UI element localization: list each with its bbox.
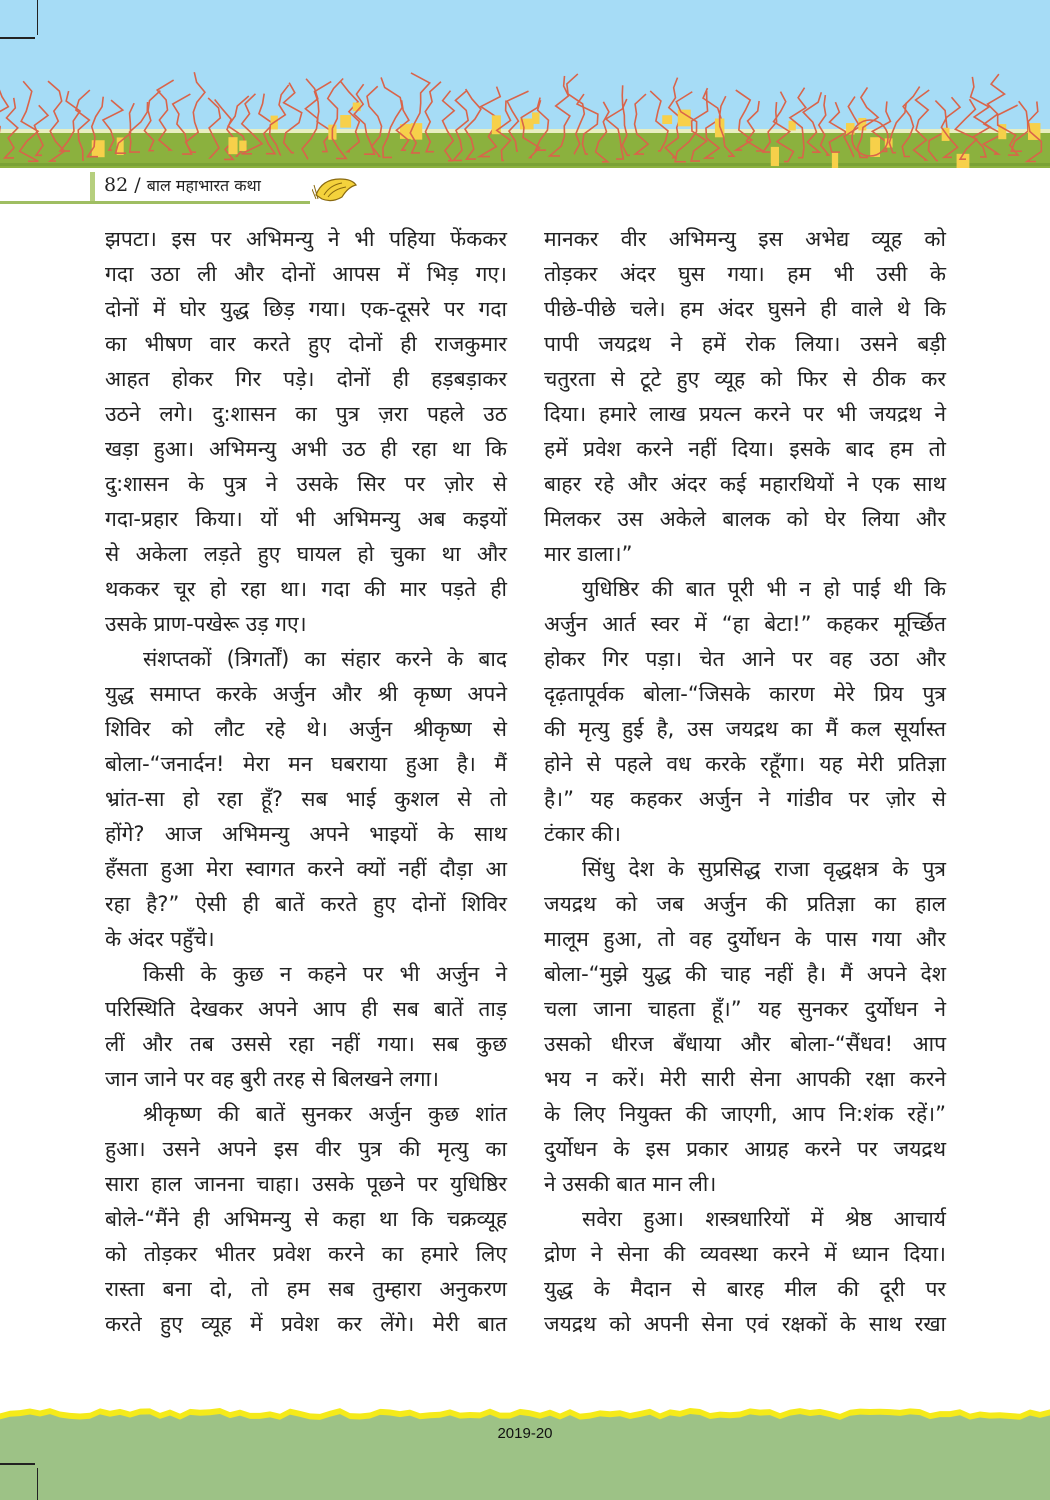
page-number: 82 <box>104 174 129 196</box>
text-line: जान जाने पर वह बुरी तरह से बिलखने लगा। <box>105 1067 439 1091</box>
text-line: किसी के कुछ न कहने पर भी अर्जुन ने <box>143 962 507 986</box>
footer-year: 2019-20 <box>497 1425 553 1442</box>
text-line: उसके प्राण-पखेरू उड़ गए। <box>105 612 307 636</box>
text-line: द्रोण ने सेना की व्यवस्था करने में ध्यान दिया। <box>544 1242 946 1266</box>
text-line: चतुरता से टूटे हुए व्यूह को फिर से ठीक कर <box>544 367 946 391</box>
text-line: पापी जयद्रथ ने हमें रोक लिया। उसने बड़ी <box>544 332 946 356</box>
text-line: आहत होकर गिर पड़े। दोनों ही हड़बड़ाकर <box>105 367 507 391</box>
text-line: मानकर वीर अभिमन्यु इस अभेद्य व्यूह को <box>544 227 946 251</box>
text-line: तोड़कर अंदर घुस गया। हम भी उसी के <box>544 262 946 286</box>
text-line: होकर गिर पड़ा। चेत आने पर वह उठा और <box>544 647 946 671</box>
text-line: संशप्तकों (त्रिगर्तों) का संहार करने के बाद <box>143 647 507 671</box>
art-fill <box>492 115 501 134</box>
art-fill <box>678 110 691 127</box>
text-line: सवेरा हुआ। शस्त्रधारियों में श्रेष्ठ आचार्य <box>582 1207 946 1231</box>
text-line: थककर चूर हो रहा था। गदा की मार पड़ते ही <box>105 577 507 601</box>
text-line: मार डाला।” <box>544 542 633 566</box>
running-head-bar <box>90 172 95 202</box>
text-line: परिस्थिति देखकर अपने आप ही सब बातें ताड़ <box>105 997 507 1021</box>
crop-mark <box>0 1463 35 1465</box>
text-line: दृढ़तापूर्वक बोला-“जिसके कारण मेरे प्रिय पुत्र <box>544 682 946 706</box>
running-head-underline <box>0 201 310 204</box>
text-line: का भीषण वार करते हुए दोनों ही राजकुमार <box>105 332 507 356</box>
text-line: बोला-“मुझे युद्ध की चाह नहीं है। मैं अपने देश <box>544 962 946 986</box>
art-fill <box>353 103 361 112</box>
crop-mark <box>37 1468 38 1500</box>
text-line: गदा-प्रहार किया। यों भी अभिमन्यु अब कइयों <box>105 507 507 531</box>
separator: / <box>134 174 141 196</box>
text-line: की मृत्यु हुई है, उस जयद्रथ का मैं कल सूर्यास्त <box>544 717 946 741</box>
text-line: उसको धीरज बँधाया और बोला-“सैंधव! आप <box>544 1032 946 1056</box>
text-line: के अंदर पहुँचे। <box>105 927 215 951</box>
text-line: श्रीकृष्ण की बातें सुनकर अर्जुन कुछ शांत <box>143 1102 507 1126</box>
text-line: हुआ। उसने अपने इस वीर पुत्र की मृत्यु का <box>105 1137 507 1161</box>
text-line: गदा उठा ली और दोनों आपस में भिड़ गए। <box>105 262 507 286</box>
text-line: अर्जुन आर्त स्वर में “हा बेटा!” कहकर मूर्च्छित <box>544 612 946 636</box>
text-line: होंगे? आज अभिमन्यु अपने भाइयों के साथ <box>105 822 507 846</box>
text-line: हमें प्रवेश करने नहीं दिया। इसके बाद हम तो <box>544 437 946 461</box>
text-line: पीछे-पीछे चले। हम अंदर घुसने ही वाले थे कि <box>544 297 946 321</box>
left-column <box>105 222 507 1342</box>
text-line: झपटा। इस पर अभिमन्यु ने भी पहिया फेंककर <box>105 227 507 251</box>
art-fill <box>228 137 237 154</box>
text-line: दिया। हमारे लाख प्रयत्न करने पर भी जयद्रथ ने <box>544 402 946 426</box>
text-line: खड़ा हुआ। अभिमन्यु अभी उठ ही रहा था कि <box>105 437 507 461</box>
footer-band <box>0 1395 1050 1500</box>
text-line: युद्ध के मैदान से बारह मील की दूरी पर <box>544 1277 946 1301</box>
text-line: रास्ता बना दो, तो हम सब तुम्हारा अनुकरण <box>105 1277 507 1301</box>
text-line: भ्रांत-सा हो रहा हूँ? सब भाई कुशल से तो <box>105 787 507 811</box>
text-line: करते हुए व्यूह में प्रवेश कर लेंगे। मेरी बात <box>105 1312 507 1336</box>
text-line: मालूम हुआ, तो वह दुर्योधन के पास गया और <box>544 927 946 951</box>
text-line: ने उसकी बात मान ली। <box>544 1172 717 1196</box>
text-line: युधिष्ठिर की बात पूरी भी न हो पाई थी कि <box>582 577 946 601</box>
art-fill <box>340 115 351 128</box>
text-line: रहा है?” ऐसी ही बातें करते हुए दोनों शिविर <box>105 892 507 916</box>
text-line: बोले-“मैंने ही अभिमन्यु से कहा था कि चक्रव्यूह <box>105 1207 507 1231</box>
art-fill <box>832 152 838 168</box>
text-line: भय न करें। मेरी सारी सेना आपकी रक्षा करने <box>544 1067 946 1091</box>
text-line: बोला-“जनार्दन! मेरा मन घबराया हुआ है। मैं <box>105 752 507 776</box>
text-line: उठने लगे। दु:शासन का पुत्र ज़रा पहले उठ <box>105 402 507 426</box>
text-line: टंकार की। <box>544 822 621 846</box>
battle-scene-banner <box>0 0 1050 168</box>
text-line: को तोड़कर भीतर प्रवेश करने का हमारे लिए <box>105 1242 507 1266</box>
text-line: होने से पहले वध करके रहूँगा। यह मेरी प्रतिज्ञा <box>544 752 946 776</box>
text-line: जयद्रथ को जब अर्जुन की प्रतिज्ञा का हाल <box>544 892 946 916</box>
text-line: सारा हाल जानना चाहा। उसके पूछने पर युधिष्ठिर <box>105 1172 507 1196</box>
crop-mark <box>0 37 35 39</box>
text-line: युद्ध समाप्त करके अर्जुन और श्री कृष्ण अपने <box>105 682 507 706</box>
text-line: सिंधु देश के सुप्रसिद्ध राजा वृद्धक्षत्र के पुत्र <box>582 857 946 881</box>
text-line: बाहर रहे और अंदर कई महारथियों ने एक साथ <box>544 472 946 496</box>
running-head <box>104 174 261 196</box>
art-fill <box>662 115 672 124</box>
text-line: के लिए नियुक्त की जाएगी, आप नि:शंक रहें।” <box>544 1102 946 1126</box>
art-fill <box>239 141 246 151</box>
text-line: दु:शासन के पुत्र ने उसके सिर पर ज़ोर से <box>105 472 507 496</box>
text-line: चला जाना चाहता हूँ।” यह सुनकर दुर्योधन ने <box>544 997 946 1021</box>
crop-mark <box>37 0 38 35</box>
text-line: है।” यह कहकर अर्जुन ने गांडीव पर ज़ोर से <box>544 787 946 811</box>
text-line: जयद्रथ को अपनी सेना एवं रक्षकों के साथ रखा <box>544 1312 946 1336</box>
art-fill <box>771 147 779 166</box>
right-column <box>544 222 946 1342</box>
text-line: लीं और तब उससे रहा नहीं गया। सब कुछ <box>105 1032 507 1056</box>
text-line: दुर्योधन के इस प्रकार आग्रह करने पर जयद्रथ <box>544 1137 946 1161</box>
conch-shell-icon <box>312 175 358 203</box>
art-fill <box>532 112 539 124</box>
text-line: हँसता हुआ मेरा स्वागत करने क्यों नहीं दौड़ा आ <box>105 857 507 881</box>
text-line: मिलकर उस अकेले बालक को घेर लिया और <box>544 507 946 531</box>
book-title: बाल महाभारत कथा <box>146 176 261 195</box>
text-line: शिविर को लौट रहे थे। अर्जुन श्रीकृष्ण से <box>105 717 507 741</box>
text-line: दोनों में घोर युद्ध छिड़ गया। एक-दूसरे पर गदा <box>105 297 507 321</box>
text-line: से अकेला लड़ते हुए घायल हो चुका था और <box>105 542 507 566</box>
